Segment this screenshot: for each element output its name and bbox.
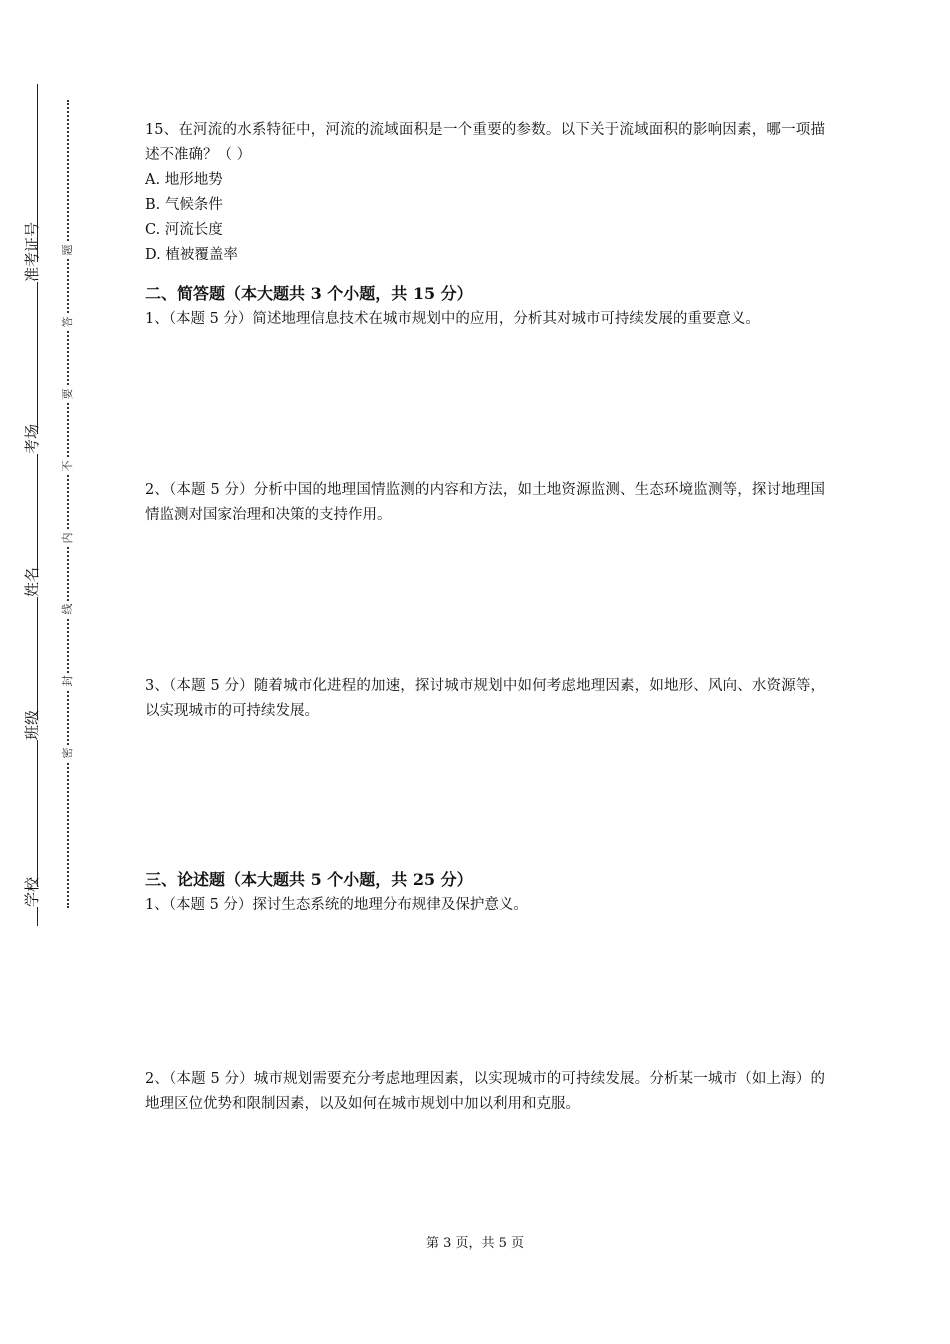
- section-2-question-2: 2、（本题 5 分）分析中国的地理国情监测的内容和方法，如土地资源监测、生态环境监测等，探讨地理国情监测对国家治理和决策的支持作用。: [145, 482, 825, 523]
- binding-solid-line: [37, 84, 38, 926]
- seal-char: 题: [62, 242, 74, 258]
- section-2-question-3: 3、（本题 5 分）随着城市化进程的加速，探讨城市规划中如何考虑地理因素，如地形、风向、水资源等，以实现城市的可持续发展。: [145, 678, 825, 719]
- binding-label-school: 学校: [23, 876, 41, 907]
- exam-content: [145, 118, 825, 1117]
- binding-label-exam-id: 准考证号: [23, 221, 41, 282]
- section-3-question-1: 1、（本题 5 分）探讨生态系统的地理分布规律及保护意义。: [145, 897, 528, 913]
- seal-char: 封: [62, 673, 74, 689]
- seal-char: 线: [62, 601, 74, 617]
- seal-char: 答: [62, 314, 74, 330]
- section-3-question-2: 2、（本题 5 分）城市规划需要充分考虑地理因素，以实现城市的可持续发展。分析某一城市（如上海）的地理区位优势和限制因素，以及如何在城市规划中加以利用和克服。: [145, 1071, 825, 1112]
- binding-label-name: 姓名: [23, 566, 41, 597]
- binding-dotted-line: [67, 100, 69, 908]
- option-d: D. 植被覆盖率: [145, 247, 238, 263]
- section-3-title: 三、论述题（本大题共 5 个小题，共 25 分）: [145, 870, 473, 889]
- binding-label-exam-room: 考场: [23, 423, 41, 454]
- seal-char: 内: [62, 530, 74, 546]
- seal-char: 要: [62, 386, 74, 402]
- question-15-text: 15、在河流的水系特征中，河流的流域面积是一个重要的参数。以下关于流域面积的影响因素，哪一项描述不准确？（ ）: [145, 122, 825, 163]
- seal-char: 不: [62, 458, 74, 474]
- seal-char: 密: [62, 745, 74, 761]
- option-c: C. 河流长度: [145, 222, 223, 238]
- page-footer: 第 3 页，共 5 页: [425, 1236, 525, 1251]
- section-2-question-1: 1、（本题 5 分）简述地理信息技术在城市规划中的应用，分析其对城市可持续发展的重要意义。: [145, 311, 760, 327]
- binding-label-class: 班级: [23, 709, 41, 740]
- option-a: A. 地形地势: [145, 172, 223, 188]
- section-2-title: 二、简答题（本大题共 3 个小题，共 15 分）: [145, 284, 473, 303]
- option-b: B. 气候条件: [145, 197, 223, 213]
